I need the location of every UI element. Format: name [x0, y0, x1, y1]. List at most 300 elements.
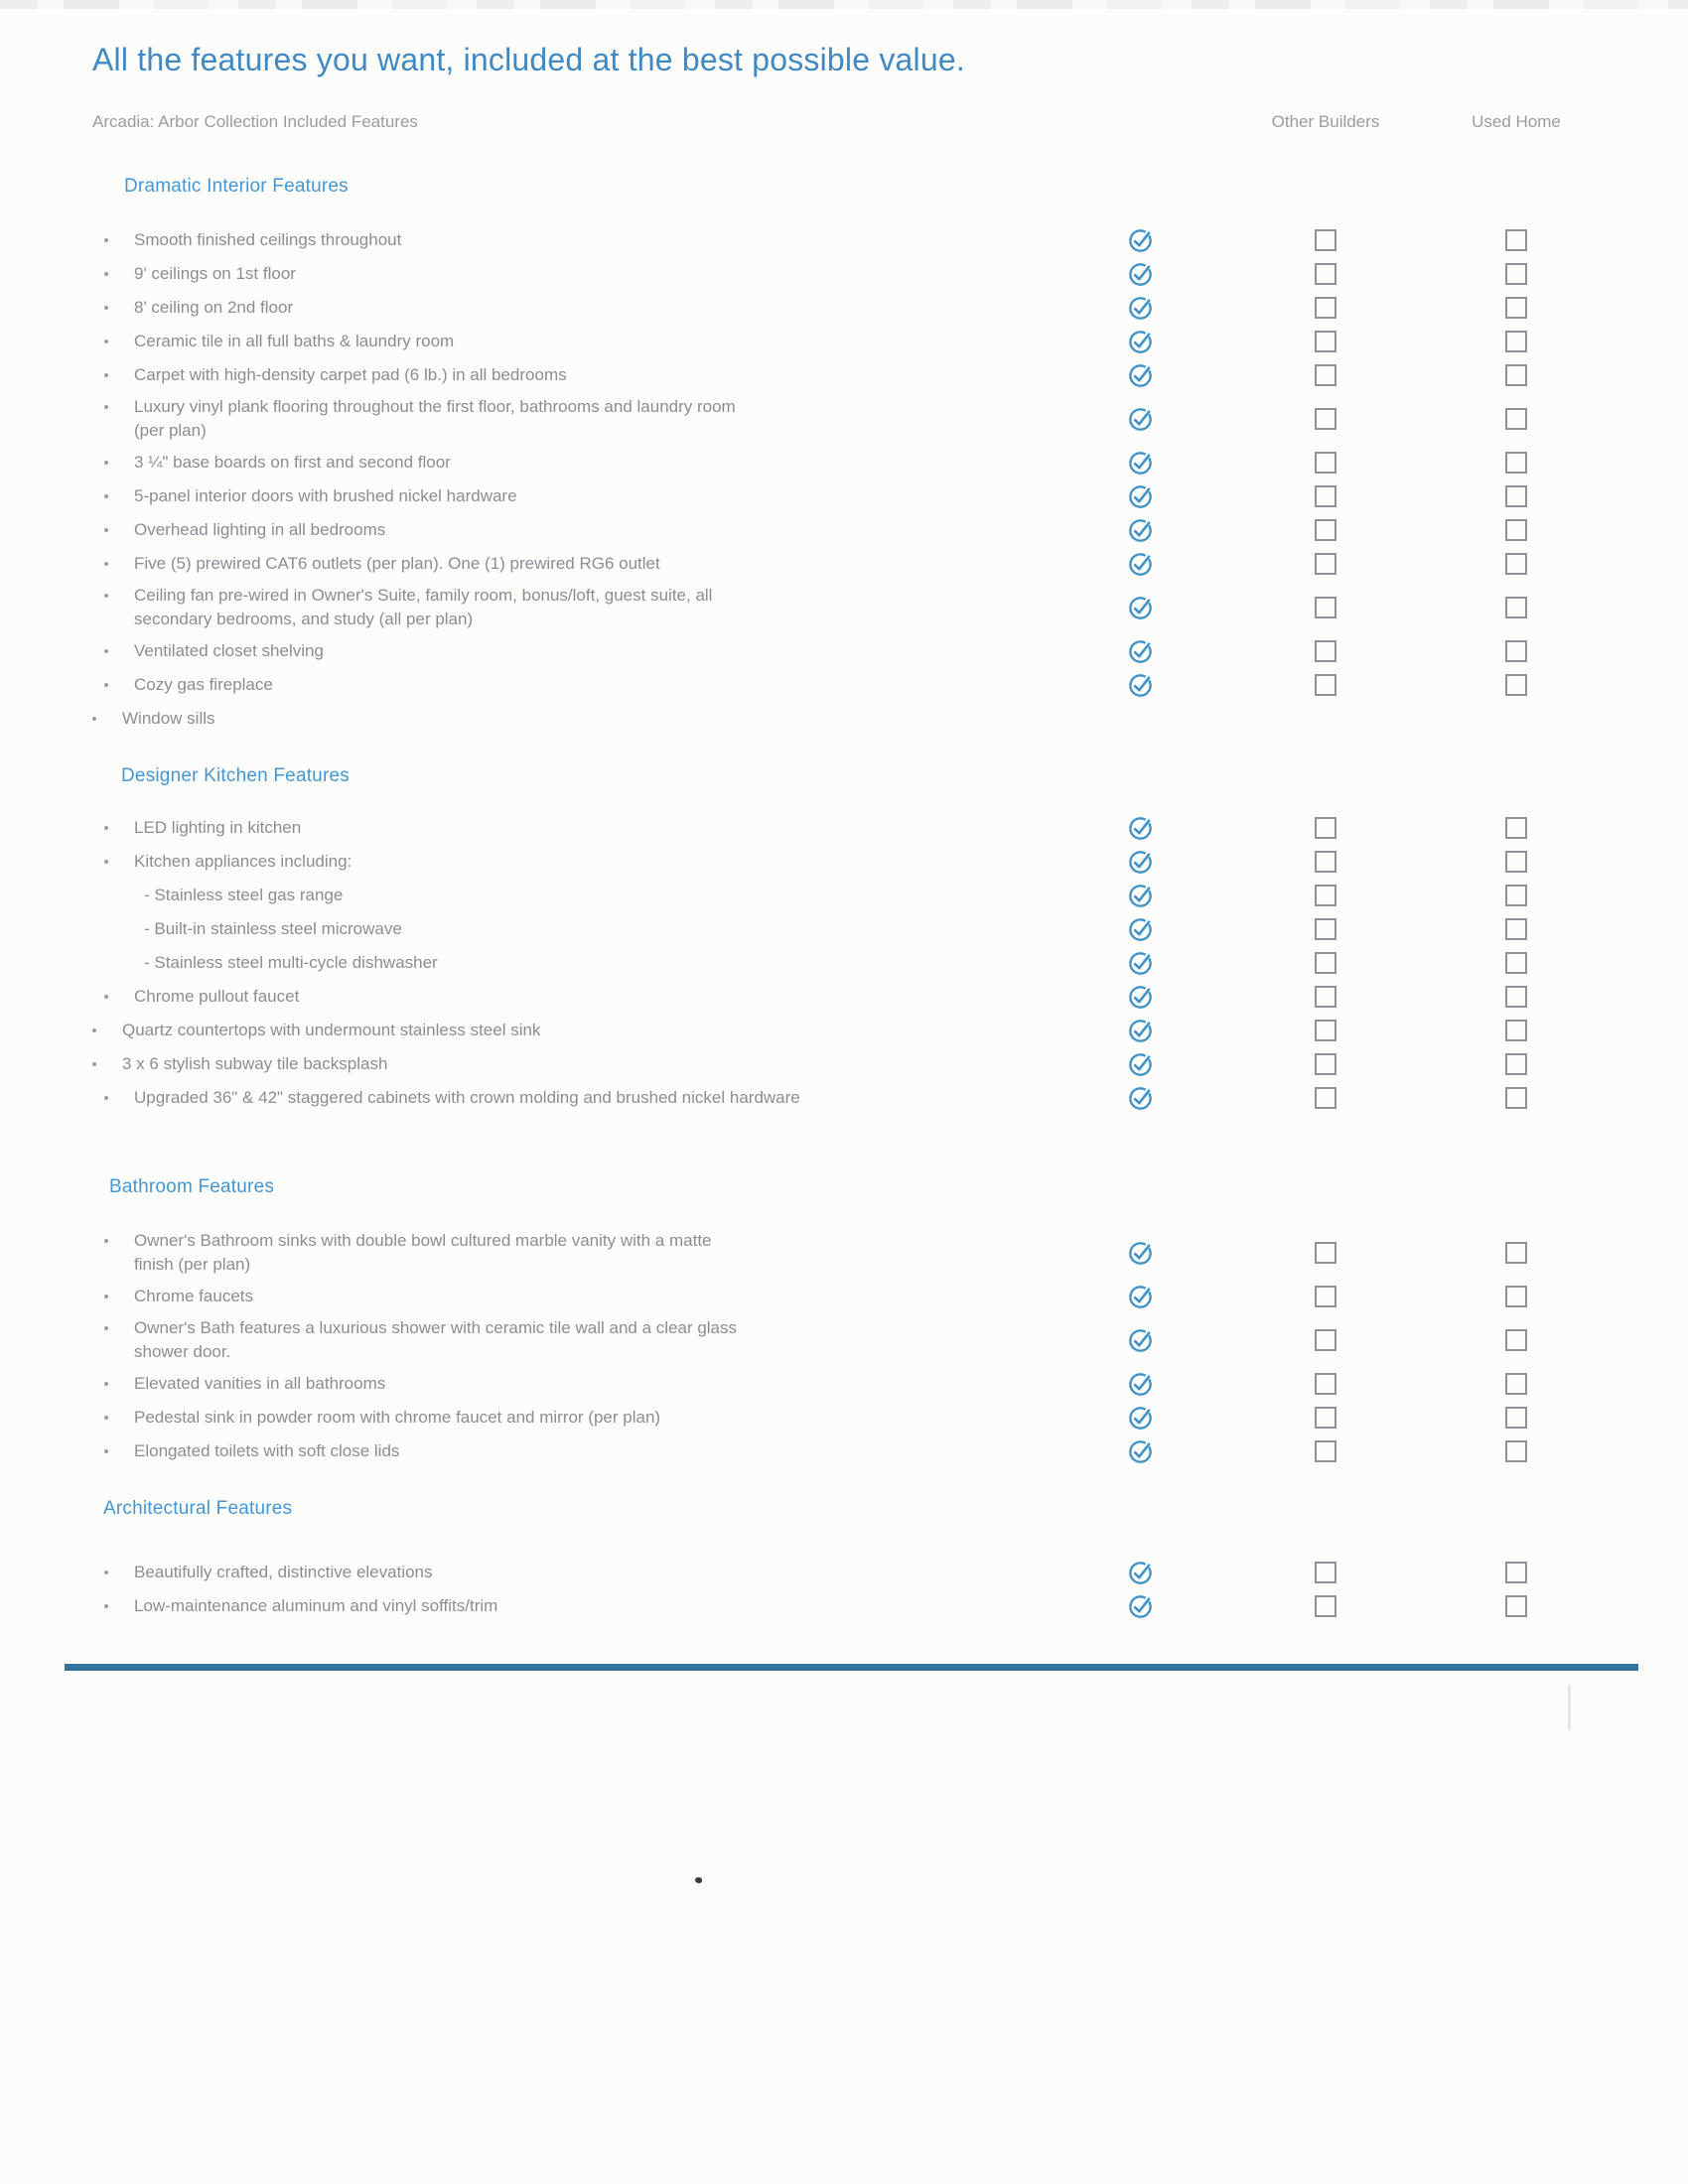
- feature-text-cell: [92, 917, 1092, 941]
- other-builders-cell: [1188, 229, 1464, 251]
- arcadia-included-cell: [1092, 815, 1188, 842]
- feature-row: [92, 1434, 1569, 1468]
- scan-artifact-dot: [695, 1877, 702, 1883]
- check-circle-icon: [1127, 984, 1154, 1011]
- empty-checkbox-icon: [1315, 1595, 1336, 1617]
- feature-text-cell: [92, 816, 1092, 840]
- check-circle-icon: [1127, 849, 1154, 876]
- feature-text-cell: [92, 1316, 1092, 1364]
- bullet-dot: [104, 238, 108, 242]
- empty-checkbox-icon: [1505, 1440, 1527, 1462]
- bullet-dot: [104, 826, 108, 830]
- empty-checkbox-icon: [1315, 263, 1336, 285]
- check-circle-icon: [1127, 883, 1154, 909]
- other-builders-cell: [1188, 817, 1464, 839]
- bullet-dot: [92, 1062, 96, 1066]
- other-builders-cell: [1188, 553, 1464, 575]
- check-circle-icon: [1127, 483, 1154, 510]
- bullet-dot: [104, 1096, 108, 1100]
- bullet-dot: [104, 373, 108, 377]
- arcadia-included-cell: [1092, 329, 1188, 355]
- empty-checkbox-icon: [1315, 408, 1336, 430]
- check-circle-icon: [1127, 406, 1154, 433]
- empty-checkbox-icon: [1505, 674, 1527, 696]
- empty-checkbox-icon: [1505, 1595, 1527, 1617]
- other-builders-cell: [1188, 1595, 1464, 1617]
- feature-text: Elongated toilets with soft close lids: [134, 1441, 400, 1460]
- column-header-other-builders: Other Builders: [1271, 112, 1380, 131]
- empty-checkbox-icon: [1505, 851, 1527, 873]
- other-builders-cell: [1188, 640, 1464, 662]
- arcadia-included-cell: [1092, 551, 1188, 578]
- feature-text: Carpet with high-density carpet pad (6 lb.) in all bedrooms: [134, 365, 567, 384]
- check-circle-icon: [1127, 1051, 1154, 1078]
- used-home-cell: [1464, 952, 1569, 974]
- other-builders-cell: [1188, 263, 1464, 285]
- section-heading: Designer Kitchen Features: [121, 765, 350, 786]
- arcadia-included-cell: [1092, 295, 1188, 322]
- arcadia-included-cell: [1092, 916, 1188, 943]
- empty-checkbox-icon: [1505, 408, 1527, 430]
- empty-checkbox-icon: [1315, 885, 1336, 906]
- arcadia-included-cell: [1092, 849, 1188, 876]
- empty-checkbox-icon: [1315, 553, 1336, 575]
- other-builders-cell: [1188, 1373, 1464, 1395]
- arcadia-included-cell: [1092, 1051, 1188, 1078]
- other-builders-cell: [1188, 1562, 1464, 1583]
- feature-row: [92, 845, 1569, 879]
- used-home-cell: [1464, 1562, 1569, 1583]
- empty-checkbox-icon: [1315, 986, 1336, 1008]
- check-circle-icon: [1127, 815, 1154, 842]
- arcadia-included-cell: [1092, 1371, 1188, 1398]
- feature-row: [92, 513, 1569, 547]
- feature-text: Elevated vanities in all bathrooms: [134, 1374, 386, 1393]
- check-circle-icon: [1127, 1371, 1154, 1398]
- arcadia-included-cell: [1092, 1240, 1188, 1267]
- feature-row: [92, 1014, 1569, 1047]
- feature-text-cell: [92, 1406, 1092, 1430]
- empty-checkbox-icon: [1315, 851, 1336, 873]
- empty-checkbox-icon: [1315, 1407, 1336, 1429]
- other-builders-cell: [1188, 1242, 1464, 1264]
- arcadia-included-cell: [1092, 517, 1188, 544]
- other-builders-cell: [1188, 1440, 1464, 1462]
- feature-text: 5-panel interior doors with brushed nickel hardware: [134, 486, 517, 505]
- check-circle-icon: [1127, 1438, 1154, 1465]
- check-circle-icon: [1127, 672, 1154, 699]
- bullet-dot: [104, 461, 108, 465]
- feature-row: [92, 581, 1569, 634]
- used-home-cell: [1464, 1286, 1569, 1307]
- feature-row: [92, 946, 1569, 980]
- feature-row: [92, 1081, 1569, 1115]
- check-circle-icon: [1127, 1593, 1154, 1620]
- used-home-cell: [1464, 1087, 1569, 1109]
- check-circle-icon: [1127, 261, 1154, 288]
- check-circle-icon: [1127, 638, 1154, 665]
- empty-checkbox-icon: [1505, 817, 1527, 839]
- check-circle-icon: [1127, 1018, 1154, 1044]
- feature-row: [92, 547, 1569, 581]
- other-builders-cell: [1188, 519, 1464, 541]
- empty-checkbox-icon: [1315, 1242, 1336, 1264]
- feature-row: [92, 1226, 1569, 1280]
- empty-checkbox-icon: [1505, 1407, 1527, 1429]
- used-home-cell: [1464, 640, 1569, 662]
- arcadia-included-cell: [1092, 984, 1188, 1011]
- empty-checkbox-icon: [1505, 364, 1527, 386]
- other-builders-cell: [1188, 674, 1464, 696]
- bullet-dot: [104, 340, 108, 343]
- feature-text-cell: [92, 850, 1092, 874]
- used-home-cell: [1464, 918, 1569, 940]
- feature-text-cell: [92, 330, 1092, 353]
- bullet-dot: [104, 1295, 108, 1298]
- feature-text: Owner's Bath features a luxurious shower with ceramic tile wall and a clear glass shower door.: [134, 1318, 738, 1361]
- bullet-dot: [104, 1239, 108, 1243]
- bullet-dot: [104, 1382, 108, 1386]
- arcadia-included-cell: [1092, 595, 1188, 621]
- other-builders-cell: [1188, 1286, 1464, 1307]
- arcadia-included-cell: [1092, 1405, 1188, 1432]
- feature-row: [92, 912, 1569, 946]
- empty-checkbox-icon: [1315, 1373, 1336, 1395]
- feature-text: Low-maintenance aluminum and vinyl soffits/trim: [134, 1596, 498, 1615]
- check-circle-icon: [1127, 227, 1154, 254]
- arcadia-included-cell: [1092, 483, 1188, 510]
- doc-subtitle: Arcadia: Arbor Collection Included Features: [92, 112, 418, 131]
- feature-text-cell: [92, 1561, 1092, 1584]
- bullet-dot: [92, 1028, 96, 1032]
- feature-text-cell: [92, 1285, 1092, 1308]
- bottom-rule: [65, 1664, 1638, 1671]
- feature-row: [92, 668, 1569, 702]
- used-home-cell: [1464, 1242, 1569, 1264]
- bullet-dot: [104, 594, 108, 598]
- feature-row: [92, 980, 1569, 1014]
- scan-artifact-line: [1568, 1685, 1571, 1730]
- feature-row: [92, 223, 1569, 257]
- feature-row: [92, 1401, 1569, 1434]
- arcadia-included-cell: [1092, 450, 1188, 477]
- empty-checkbox-icon: [1505, 918, 1527, 940]
- feature-text: Smooth finished ceilings throughout: [134, 230, 402, 249]
- feature-text: Ceramic tile in all full baths & laundry room: [134, 332, 455, 350]
- sections: [92, 176, 1569, 1623]
- bullet-dot: [104, 649, 108, 653]
- other-builders-cell: [1188, 408, 1464, 430]
- empty-checkbox-icon: [1505, 485, 1527, 507]
- check-circle-icon: [1127, 916, 1154, 943]
- other-builders-cell: [1188, 485, 1464, 507]
- empty-checkbox-icon: [1505, 1020, 1527, 1041]
- check-circle-icon: [1127, 595, 1154, 621]
- feature-text: 9' ceilings on 1st floor: [134, 264, 296, 283]
- section-heading: Bathroom Features: [109, 1176, 275, 1197]
- check-circle-icon: [1127, 1327, 1154, 1354]
- used-home-cell: [1464, 1595, 1569, 1617]
- used-home-cell: [1464, 297, 1569, 319]
- arcadia-included-cell: [1092, 672, 1188, 699]
- feature-text: Quartz countertops with undermount stainless steel sink: [122, 1021, 541, 1039]
- empty-checkbox-icon: [1505, 297, 1527, 319]
- empty-checkbox-icon: [1505, 1053, 1527, 1075]
- feature-text-cell: [92, 228, 1092, 252]
- empty-checkbox-icon: [1505, 1329, 1527, 1351]
- other-builders-cell: [1188, 986, 1464, 1008]
- feature-row: [92, 479, 1569, 513]
- feature-text: Luxury vinyl plank flooring throughout the first floor, bathrooms and laundry room (per plan): [134, 397, 736, 440]
- section: [92, 765, 1569, 1115]
- bullet-dot: [104, 1449, 108, 1453]
- check-circle-icon: [1127, 1405, 1154, 1432]
- feature-text: 8' ceiling on 2nd floor: [134, 298, 294, 317]
- feature-text: Overhead lighting in all bedrooms: [134, 520, 386, 539]
- feature-row: [92, 1280, 1569, 1313]
- empty-checkbox-icon: [1315, 519, 1336, 541]
- arcadia-included-cell: [1092, 1438, 1188, 1465]
- empty-checkbox-icon: [1315, 1286, 1336, 1307]
- feature-text-cell: [92, 395, 1092, 443]
- column-header-used-home: Used Home: [1472, 112, 1561, 131]
- feature-row: [92, 291, 1569, 325]
- feature-text: Pedestal sink in powder room with chrome faucet and mirror (per plan): [134, 1408, 661, 1427]
- empty-checkbox-icon: [1315, 674, 1336, 696]
- feature-row: [92, 358, 1569, 392]
- empty-checkbox-icon: [1315, 817, 1336, 839]
- used-home-cell: [1464, 452, 1569, 474]
- used-home-cell: [1464, 485, 1569, 507]
- empty-checkbox-icon: [1315, 485, 1336, 507]
- bullet-dot: [104, 860, 108, 864]
- other-builders-cell: [1188, 952, 1464, 974]
- empty-checkbox-icon: [1505, 986, 1527, 1008]
- bullet-dot: [104, 1604, 108, 1608]
- empty-checkbox-icon: [1505, 229, 1527, 251]
- check-circle-icon: [1127, 517, 1154, 544]
- arcadia-included-cell: [1092, 406, 1188, 433]
- other-builders-cell: [1188, 885, 1464, 906]
- page-content: [92, 0, 1569, 1623]
- other-builders-cell: [1188, 851, 1464, 873]
- empty-checkbox-icon: [1315, 331, 1336, 352]
- used-home-cell: [1464, 1407, 1569, 1429]
- empty-checkbox-icon: [1315, 1562, 1336, 1583]
- feature-text: Five (5) prewired CAT6 outlets (per plan). One (1) prewired RG6 outlet: [134, 554, 660, 573]
- feature-text-cell: [92, 518, 1092, 542]
- arcadia-included-cell: [1092, 1560, 1188, 1586]
- bullet-dot: [104, 272, 108, 276]
- empty-checkbox-icon: [1505, 597, 1527, 618]
- bullet-dot: [104, 405, 108, 409]
- arcadia-included-cell: [1092, 1284, 1188, 1310]
- feature-text: Upgraded 36" & 42" staggered cabinets with crown molding and brushed nickel hardware: [134, 1088, 800, 1107]
- empty-checkbox-icon: [1505, 331, 1527, 352]
- used-home-cell: [1464, 1373, 1569, 1395]
- other-builders-cell: [1188, 1020, 1464, 1041]
- feature-text-cell: [92, 951, 1092, 975]
- section-heading: Architectural Features: [103, 1498, 293, 1519]
- feature-text-cell: [92, 296, 1092, 320]
- empty-checkbox-icon: [1315, 452, 1336, 474]
- check-circle-icon: [1127, 950, 1154, 977]
- bullet-dot: [104, 995, 108, 999]
- bullet-dot: [104, 494, 108, 498]
- feature-text-cell: [92, 639, 1092, 663]
- arcadia-included-cell: [1092, 638, 1188, 665]
- empty-checkbox-icon: [1315, 229, 1336, 251]
- used-home-cell: [1464, 674, 1569, 696]
- check-circle-icon: [1127, 362, 1154, 389]
- used-home-cell: [1464, 229, 1569, 251]
- feature-text-cell: [92, 451, 1092, 475]
- feature-text-cell: [92, 484, 1092, 508]
- empty-checkbox-icon: [1315, 1087, 1336, 1109]
- feature-row: [92, 1556, 1569, 1589]
- bullet-dot: [104, 562, 108, 566]
- feature-text-cell: [92, 552, 1092, 576]
- feature-text: Chrome pullout faucet: [134, 987, 300, 1006]
- feature-row: [92, 1313, 1569, 1367]
- used-home-cell: [1464, 553, 1569, 575]
- feature-text: - Stainless steel gas range: [144, 886, 344, 904]
- arcadia-included-cell: [1092, 362, 1188, 389]
- feature-row: [92, 257, 1569, 291]
- other-builders-cell: [1188, 297, 1464, 319]
- feature-row: [92, 634, 1569, 668]
- empty-checkbox-icon: [1505, 263, 1527, 285]
- feature-text: LED lighting in kitchen: [134, 818, 302, 837]
- used-home-cell: [1464, 597, 1569, 618]
- other-builders-cell: [1188, 1087, 1464, 1109]
- feature-row: [92, 1367, 1569, 1401]
- empty-checkbox-icon: [1315, 1440, 1336, 1462]
- empty-checkbox-icon: [1315, 1329, 1336, 1351]
- feature-row: [92, 702, 1569, 736]
- empty-checkbox-icon: [1315, 297, 1336, 319]
- feature-row: [92, 325, 1569, 358]
- empty-checkbox-icon: [1315, 1020, 1336, 1041]
- feature-text-cell: [92, 673, 1092, 697]
- bullet-dot: [104, 306, 108, 310]
- used-home-cell: [1464, 885, 1569, 906]
- bullet-dot: [104, 1570, 108, 1574]
- feature-text-cell: [92, 707, 1092, 731]
- used-home-cell: [1464, 1020, 1569, 1041]
- feature-text-cell: [92, 1019, 1092, 1042]
- empty-checkbox-icon: [1505, 452, 1527, 474]
- other-builders-cell: [1188, 1407, 1464, 1429]
- empty-checkbox-icon: [1505, 553, 1527, 575]
- check-circle-icon: [1127, 1085, 1154, 1112]
- other-builders-cell: [1188, 452, 1464, 474]
- empty-checkbox-icon: [1505, 1087, 1527, 1109]
- feature-text: Cozy gas fireplace: [134, 675, 273, 694]
- feature-text: Ventilated closet shelving: [134, 641, 324, 660]
- check-circle-icon: [1127, 1240, 1154, 1267]
- empty-checkbox-icon: [1505, 885, 1527, 906]
- feature-text-cell: [92, 1594, 1092, 1618]
- feature-text-cell: [92, 262, 1092, 286]
- arcadia-included-cell: [1092, 1085, 1188, 1112]
- section: [92, 1498, 1569, 1623]
- bullet-dot: [92, 717, 96, 721]
- arcadia-included-cell: [1092, 883, 1188, 909]
- used-home-cell: [1464, 1053, 1569, 1075]
- check-circle-icon: [1127, 295, 1154, 322]
- feature-text: - Built-in stainless steel microwave: [144, 919, 402, 938]
- other-builders-cell: [1188, 918, 1464, 940]
- feature-text: Ceiling fan pre-wired in Owner's Suite, family room, bonus/loft, guest suite, all secondary bedrooms, and study (all per plan): [134, 586, 713, 628]
- bullet-dot: [104, 683, 108, 687]
- empty-checkbox-icon: [1315, 952, 1336, 974]
- other-builders-cell: [1188, 331, 1464, 352]
- other-builders-cell: [1188, 364, 1464, 386]
- arcadia-included-cell: [1092, 227, 1188, 254]
- feature-text-cell: [92, 363, 1092, 387]
- section: [92, 1176, 1569, 1468]
- feature-text-cell: [92, 1086, 1092, 1110]
- feature-row: [92, 446, 1569, 479]
- other-builders-cell: [1188, 1329, 1464, 1351]
- empty-checkbox-icon: [1315, 640, 1336, 662]
- arcadia-included-cell: [1092, 261, 1188, 288]
- empty-checkbox-icon: [1315, 918, 1336, 940]
- used-home-cell: [1464, 519, 1569, 541]
- feature-text-cell: [92, 1439, 1092, 1463]
- feature-row: [92, 1047, 1569, 1081]
- feature-row: [92, 392, 1569, 446]
- bullet-dot: [104, 528, 108, 532]
- section-heading: Dramatic Interior Features: [124, 176, 349, 197]
- feature-text: 3 ¼" base boards on first and second floor: [134, 453, 451, 472]
- feature-text-cell: [92, 1372, 1092, 1396]
- used-home-cell: [1464, 986, 1569, 1008]
- feature-row: [92, 811, 1569, 845]
- feature-text: Chrome faucets: [134, 1287, 253, 1305]
- check-circle-icon: [1127, 551, 1154, 578]
- used-home-cell: [1464, 851, 1569, 873]
- check-circle-icon: [1127, 329, 1154, 355]
- empty-checkbox-icon: [1505, 1373, 1527, 1395]
- feature-row: [92, 879, 1569, 912]
- feature-text: - Stainless steel multi-cycle dishwasher: [144, 953, 438, 972]
- other-builders-cell: [1188, 1053, 1464, 1075]
- table-header-row: [92, 112, 1569, 132]
- used-home-cell: [1464, 1329, 1569, 1351]
- feature-text-cell: [92, 985, 1092, 1009]
- empty-checkbox-icon: [1505, 952, 1527, 974]
- other-builders-cell: [1188, 597, 1464, 618]
- bullet-dot: [104, 1416, 108, 1420]
- arcadia-included-cell: [1092, 1018, 1188, 1044]
- check-circle-icon: [1127, 1560, 1154, 1586]
- feature-text-cell: [92, 584, 1092, 631]
- used-home-cell: [1464, 817, 1569, 839]
- used-home-cell: [1464, 1440, 1569, 1462]
- empty-checkbox-icon: [1315, 364, 1336, 386]
- page-title: All the features you want, included at the best possible value.: [92, 42, 965, 77]
- arcadia-included-cell: [1092, 950, 1188, 977]
- used-home-cell: [1464, 364, 1569, 386]
- arcadia-included-cell: [1092, 1327, 1188, 1354]
- used-home-cell: [1464, 331, 1569, 352]
- empty-checkbox-icon: [1315, 597, 1336, 618]
- empty-checkbox-icon: [1505, 1286, 1527, 1307]
- used-home-cell: [1464, 408, 1569, 430]
- empty-checkbox-icon: [1505, 1562, 1527, 1583]
